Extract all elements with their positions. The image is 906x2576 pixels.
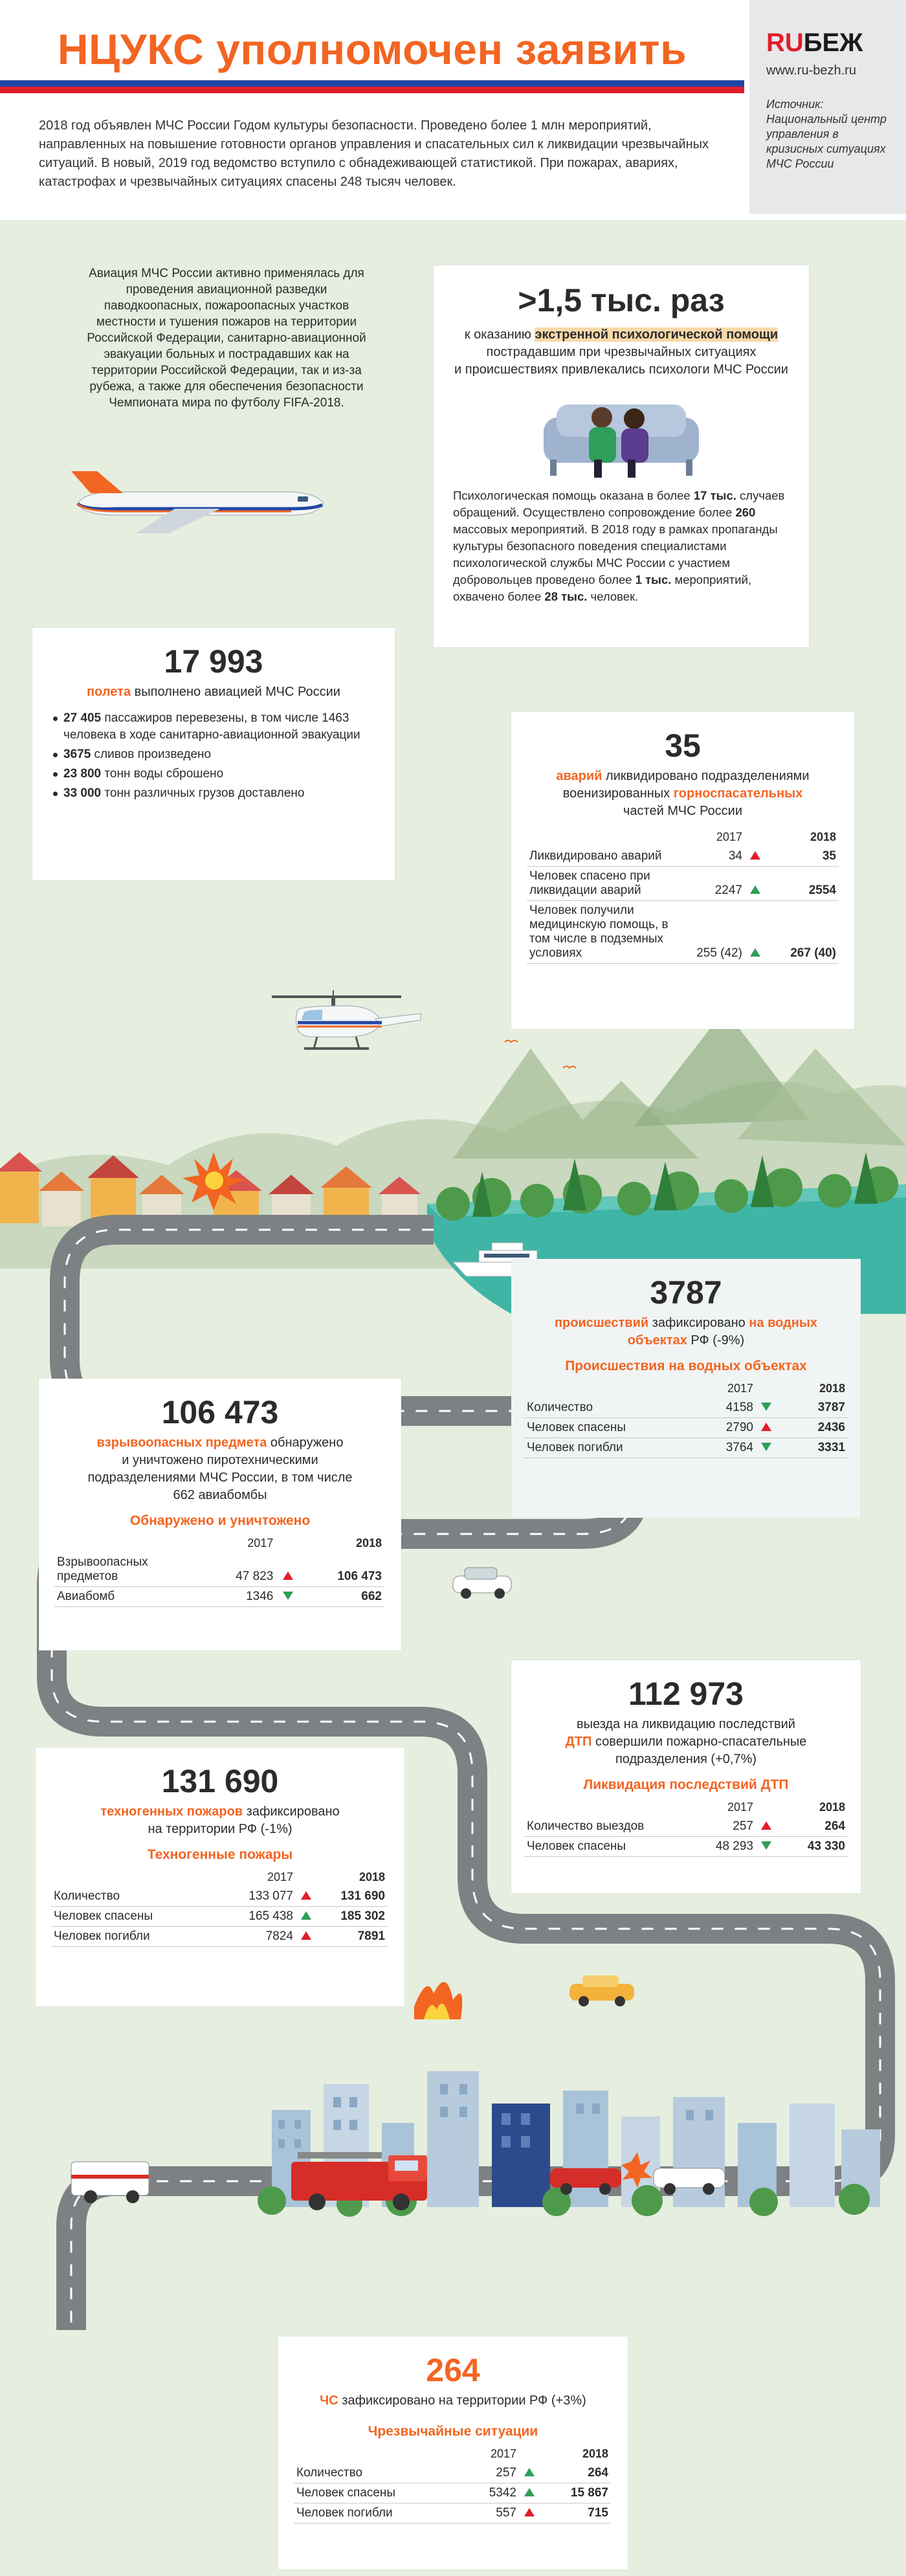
water-table — [524, 1379, 848, 1458]
list-item: 33 000 тонн различных грузов доставлено — [52, 785, 375, 802]
stat-water-big: 3787 — [650, 1274, 722, 1311]
table-row: Количество 257 264 — [294, 2463, 611, 2483]
airplane-icon — [58, 466, 343, 537]
emergency-subtitle: Чрезвычайные ситуации — [368, 2424, 538, 2439]
card-road-accidents — [511, 1660, 861, 1893]
table-row: Взрывоопасных предметов 47 823 106 473 — [54, 1553, 384, 1587]
stat-mines-big: 35 — [665, 727, 701, 764]
card-emergencies — [278, 2337, 628, 2570]
flag-stripe-red — [0, 87, 744, 93]
illustrated-scene — [0, 220, 906, 2576]
stat-psych-desc: к оказанию экстренной психологической помощи пострадавшим при чрезвычайных ситуациях и происшествиях привлекались психологи МЧС России — [454, 328, 788, 377]
card-psychological-help — [434, 265, 809, 647]
card-explosives — [39, 1379, 401, 1650]
page-title: НЦУКС уполномочен заявить — [57, 25, 687, 73]
stat-flights-big: 17 993 — [164, 643, 263, 680]
table-row: Авиабомб 1346 662 — [54, 1587, 384, 1607]
trend-up-icon — [524, 2488, 535, 2496]
table-row: Человек погибли 7824 7891 — [51, 1927, 388, 1947]
brand-logo: RUБЕЖ — [766, 28, 863, 57]
flag-stripe-blue — [0, 80, 744, 87]
trend-up-icon — [283, 1571, 293, 1580]
table-row: Человек получили медицинскую помощь, в том числе в подземных условиях 255 (42) 267 (40) — [527, 901, 839, 964]
title-band — [0, 0, 744, 91]
psychologist-illustration — [537, 392, 705, 482]
card-fires — [36, 1748, 404, 2006]
stat-water-desc: происшествий зафиксировано на водных объектах РФ (-9%) — [554, 1316, 818, 1348]
stat-fires-big: 131 690 — [161, 1763, 279, 1799]
stat-explosives-desc: взрывоопасных предмета обнаружено и уничтожено пиротехническими подразделениями МЧС России, в том числе 662 авиабомбы — [87, 1436, 353, 1502]
road-table — [524, 1798, 848, 1857]
header — [0, 0, 906, 220]
table-header: 2017 2018 — [490, 2447, 608, 2460]
intro-text: 2018 год объявлен МЧС России Годом культуры безопасности. Проведено более 1 млн мероприятий, направленных на повышение готовности органов управления и спасательных сил к ликвидации чрезвычайных ситуаций. В новый, 2019 год ведомство вступило с обнадеживающей статистикой. При пожарах, авариях, катастрофах и чрезвычайных ситуациях спасены 248 тысяч человек. — [39, 118, 709, 189]
trend-up-icon — [524, 2508, 535, 2516]
trend-down-icon — [761, 1443, 771, 1451]
card-mine-rescue — [511, 712, 854, 1029]
fire-icon — [414, 1982, 462, 2019]
table-row: Человек спасено при ликвидации аварий 2247 2554 — [527, 867, 839, 901]
trend-up-icon — [524, 2468, 535, 2476]
trend-up-icon — [301, 1911, 311, 1920]
fires-subtitle: Техногенные пожары — [147, 1847, 293, 1862]
stat-mines-desc: аварий ликвидировано подразделениями военизированных горноспасательных частей МЧС России — [556, 769, 810, 818]
trend-down-icon — [761, 1403, 771, 1411]
trend-up-icon — [301, 1931, 311, 1940]
table-header: 2017 2018 — [727, 1382, 845, 1395]
trend-down-icon — [761, 1841, 771, 1850]
water-subtitle: Происшествия на водных объектах — [565, 1359, 807, 1373]
table-row: Человек спасены 2790 2436 — [524, 1418, 848, 1438]
fires-table — [51, 1868, 388, 1947]
trend-down-icon — [283, 1592, 293, 1600]
list-item: 27 405 пассажиров перевезены, в том числе 1463 человека в ходе санитарно-авиационной эвакуации — [52, 710, 375, 744]
helicopter-icon — [259, 990, 427, 1068]
table-row: Ликвидировано аварий 34 35 — [527, 847, 839, 867]
table-row: Человек погибли 557 715 — [294, 2504, 611, 2524]
stat-emergency-desc: ЧС зафиксировано на территории РФ (+3%) — [320, 2393, 586, 2408]
table-row: Человек погибли 3764 3331 — [524, 1438, 848, 1458]
table-header: 2017 2018 — [727, 1801, 845, 1814]
table-row: Человек спасены 165 438 185 302 — [51, 1907, 388, 1927]
stat-explosives-big: 106 473 — [161, 1394, 279, 1430]
table-row: Количество выездов 257 264 — [524, 1817, 848, 1837]
stat-road-big: 112 973 — [628, 1676, 744, 1712]
table-row: Человек спасены 5342 15 867 — [294, 2483, 611, 2504]
table-header: 2017 2018 — [247, 1537, 382, 1549]
brand-box — [749, 0, 906, 214]
stat-psych-big: >1,5 тыс. раз — [518, 282, 725, 318]
table-header: 2017 2018 — [716, 830, 836, 843]
road-subtitle: Ликвидация последствий ДТП — [583, 1777, 789, 1792]
trend-up-icon — [750, 851, 760, 860]
flights-list — [52, 710, 375, 802]
stat-road-desc: выезда на ликвидацию последствий ДТП совершили пожарно-спасательные подразделения (+0,7%) — [565, 1717, 807, 1766]
table-header: 2017 2018 — [267, 1871, 385, 1883]
table-row: Человек спасены 48 293 43 330 — [524, 1837, 848, 1857]
stat-flights-desc: полета выполнено авиацией МЧС России — [87, 685, 340, 699]
car-yellow-illustration — [569, 1975, 634, 2006]
card-flights — [32, 628, 395, 880]
stat-emergency-big: 264 — [426, 2352, 480, 2388]
trend-up-icon — [750, 885, 760, 894]
card-water-incidents — [511, 1259, 861, 1518]
aviation-text: Авиация МЧС России активно применялась для проведения авиационной разведки паводкоопасных, пожароопасных участков местности и тушения пожаров на территории Российской Федерации, санитарно-авиационной эвакуации больных и пострадавших как на территории Российской Федерации, так и из-за рубежа, а также для обеспечения безопасности Чемпионата мира по футболу FIFA-2018. — [87, 267, 366, 410]
emergency-table — [294, 2445, 611, 2524]
mines-table — [527, 828, 839, 964]
trend-up-icon — [301, 1891, 311, 1900]
explosives-subtitle: Обнаружено и уничтожено — [129, 1513, 311, 1528]
stat-fires-desc: техногенных пожаров зафиксировано на территории РФ (-1%) — [100, 1804, 340, 1836]
trend-up-icon — [761, 1423, 771, 1431]
brand-site-link[interactable]: www.ru-bezh.ru — [766, 63, 856, 78]
psych-details: Психологическая помощь оказана в более 17 тыс. случаев обращений. Осуществлено сопровождение более 260 массовых мероприятий. В 2018 году в рамках пропаганды культуры безопасного поведения специалистами психологической службы МЧС России с участием добровольцев проведено более 1 тыс. мероприятий, охвачено более 28 тыс. человек. — [453, 489, 785, 603]
table-row: Количество 4158 3787 — [524, 1398, 848, 1418]
explosives-table — [54, 1534, 384, 1607]
car-white-illustration — [453, 1568, 511, 1599]
trend-up-icon — [750, 948, 760, 957]
list-item: 3675 сливов произведено — [52, 746, 375, 763]
trend-up-icon — [761, 1821, 771, 1830]
table-row: Количество 133 077 131 690 — [51, 1887, 388, 1907]
source-note: Источник: Национальный центр управления в кризисных ситуациях МЧС России — [766, 98, 887, 170]
list-item: 23 800 тонн воды сброшено — [52, 766, 375, 783]
